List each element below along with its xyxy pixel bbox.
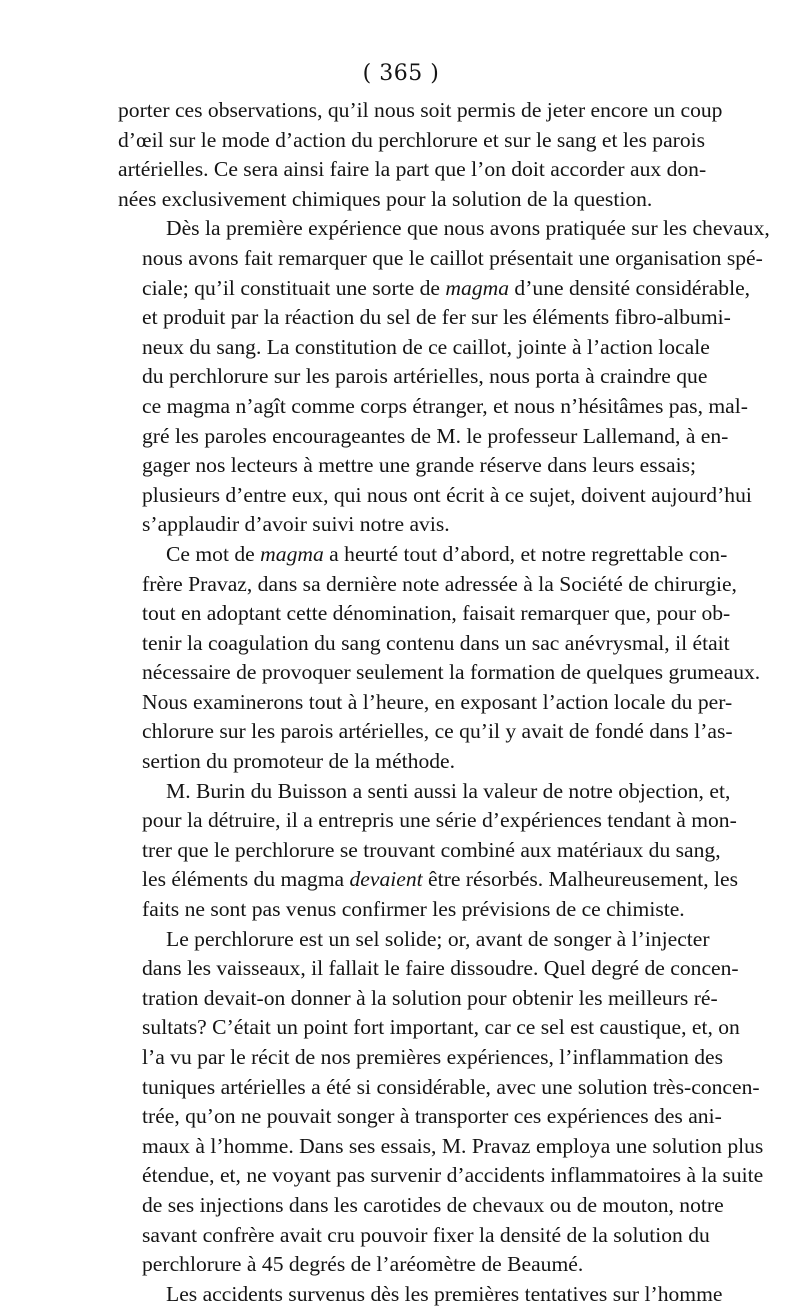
text-line: neux du sang. La constitution de ce caillot, jointe à l’action locale — [142, 334, 710, 359]
text-line: frère Pravaz, dans sa dernière note adressée à la Société de chirurgie, — [142, 571, 737, 596]
text-line: plusieurs d’entre eux, qui nous ont écrit à ce sujet, doivent aujourd’hui — [142, 482, 752, 507]
text-line: d’œil sur le mode d’action du perchlorure et sur le sang et les parois — [118, 127, 706, 152]
text-line: Nous examinerons tout à l’heure, en exposant l’action locale du per- — [142, 689, 733, 714]
text-line: Ce mot de magma a heurté tout d’abord, et notre regrettable con- — [166, 541, 728, 566]
text-line: gré les paroles encourageantes de M. le professeur Lallemand, à en- — [142, 423, 729, 448]
body-text — [118, 96, 770, 1309]
text-line: sultats? C’était un point fort important, car ce sel est caustique, et, on — [142, 1015, 740, 1040]
text-line: étendue, et, ne voyant pas survenir d’accidents inflammatoires à la suite — [142, 1163, 764, 1188]
text-line: les éléments du magma devaient être résorbés. Malheureusement, les — [142, 867, 739, 892]
paragraph — [118, 96, 723, 214]
text-line: perchlorure à 45 degrés de l’aréomètre de Beaumé. — [142, 1252, 584, 1277]
text-line: de ses injections dans les carotides de chevaux ou de mouton, notre — [142, 1192, 724, 1217]
text-line: sertion du promoteur de la méthode. — [142, 749, 456, 774]
text-line: pour la détruire, il a entrepris une série d’expériences tendant à mon- — [142, 808, 737, 833]
text-line: Le perchlorure est un sel solide; or, avant de songer à l’injecter — [166, 926, 710, 951]
text-line: tration devait-on donner à la solution pour obtenir les meilleurs ré- — [142, 985, 718, 1010]
text-line: porter ces observations, qu’il nous soit permis de jeter encore un coup — [118, 98, 723, 122]
paragraph — [118, 777, 739, 925]
text-line: tuniques artérielles a été si considérable, avec une solution très-concen- — [142, 1074, 760, 1099]
paragraph — [118, 540, 761, 777]
italic-term: magma — [445, 275, 510, 300]
text-line: trer que le perchlorure se trouvant combiné aux matériaux du sang, — [142, 837, 721, 862]
text-line: tout en adoptant cette dénomination, faisait remarquer que, pour ob- — [142, 601, 731, 626]
text-line: savant confrère avait cru pouvoir fixer la densité de la solution du — [142, 1222, 710, 1247]
text-line: s’applaudir d’avoir suivi notre avis. — [142, 512, 450, 537]
paragraph — [118, 925, 764, 1280]
paragraph — [118, 214, 770, 540]
text-line: du perchlorure sur les parois artérielles, nous porta à craindre que — [142, 364, 708, 389]
text-line: M. Burin du Buisson a senti aussi la valeur de notre objection, et, — [166, 778, 731, 803]
text-line: gager nos lecteurs à mettre une grande réserve dans leurs essais; — [142, 453, 697, 478]
text-line: tenir la coagulation du sang contenu dans un sac anévrysmal, il était — [142, 630, 730, 655]
paragraph — [118, 1280, 723, 1309]
text-line: maux à l’homme. Dans ses essais, M. Pravaz employa une solution plus — [142, 1133, 764, 1158]
italic-term: magma — [260, 541, 324, 566]
page-number: ( 365 ) — [362, 61, 440, 86]
text-line: trée, qu’on ne pouvait songer à transporter ces expériences des ani- — [142, 1104, 722, 1129]
book-page — [118, 58, 770, 1309]
italic-term: devaient — [349, 867, 423, 892]
text-line: Les accidents survenus dès les premières tentatives sur l’homme — [166, 1281, 723, 1306]
text-line: et produit par la réaction du sel de fer sur les éléments fibro-albumi- — [142, 305, 731, 330]
text-line: artérielles. Ce sera ainsi faire la part que l’on doit accorder aux don- — [118, 157, 707, 182]
text-line: ciale; qu’il constituait une sorte de magma d’une densité considérable, — [142, 275, 751, 300]
text-line: nous avons fait remarquer que le caillot présentait une organisation spé- — [142, 245, 763, 270]
text-line: ce magma n’agît comme corps étranger, et nous n’hésitâmes pas, mal- — [142, 393, 748, 418]
text-line: chlorure sur les parois artérielles, ce qu’il y avait de fondé dans l’as- — [142, 719, 733, 744]
text-line: nécessaire de provoquer seulement la formation de quelques grumeaux. — [142, 660, 761, 685]
text-line: dans les vaisseaux, il fallait le faire dissoudre. Quel degré de concen- — [142, 956, 739, 981]
text-line: faits ne sont pas venus confirmer les prévisions de ce chimiste. — [142, 897, 685, 922]
text-line: l’a vu par le récit de nos premières expériences, l’inflammation des — [142, 1045, 723, 1069]
text-line: Dès la première expérience que nous avons pratiquée sur les chevaux, — [166, 216, 770, 241]
text-line: nées exclusivement chimiques pour la solution de la question. — [118, 186, 653, 211]
